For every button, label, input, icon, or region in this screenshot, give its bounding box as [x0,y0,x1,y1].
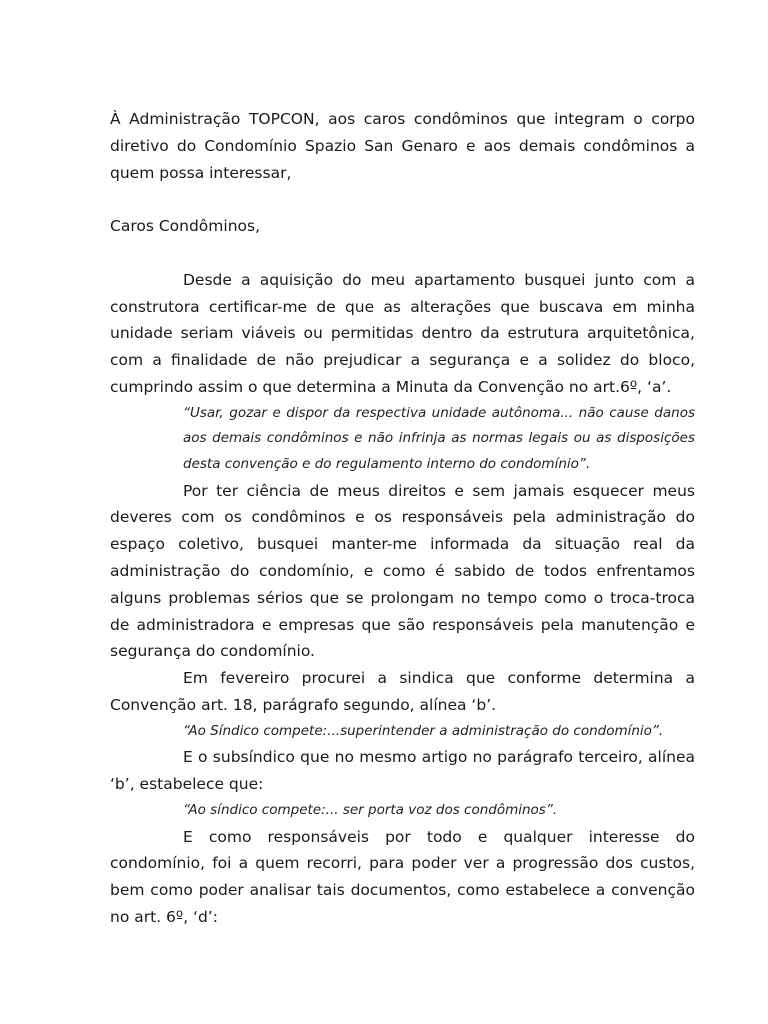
paragraph-5: E como responsáveis por todo e qualquer interesse do condomínio, foi a quem recorri, para poder ver a progressão dos custos, bem como poder analisar tais documentos, como estabelece a convenção no art. 6º, ‘d’: [110,827,695,926]
quote-2: “Ao Síndico compete:...superintender a administração do condomínio”. [183,722,664,739]
letter-body [110,106,695,931]
paragraph-2: Por ter ciência de meus direitos e sem jamais esquecer meus deveres com os condôminos e os responsáveis pela administração do espaço coletivo, busquei manter-me informada da situação real da administração do condomínio, e como é sabido de todos enfrentamos alguns problemas sérios que se prolongam no tempo como o troca-troca de administradora e empresas que são responsáveis pela manutenção e segurança do condomínio. [110,481,695,661]
paragraph-3: Em fevereiro procurei a sindica que conforme determina a Convenção art. 18, parágrafo segundo, alínea ‘b’. [110,669,695,714]
paragraph-1: Desde a aquisição do meu apartamento busquei junto com a construtora certificar-me de que as alterações que buscava em minha unidade seriam viáveis ou permitidas dentro da estrutura arquitetônica, com a finalidade de não prejudicar a segurança e a solidez do bloco, cumprindo assim o que determina a Minuta da Convenção no art.6º, ‘a’. [110,270,695,396]
salutation-block: À Administração TOPCON, aos caros condôminos que integram o corpo diretivo do Condomínio Spazio San Genaro e aos demais condôminos a quem possa interessar, [110,110,695,182]
paragraph-4: E o subsíndico que no mesmo artigo no parágrafo terceiro, alínea ‘b’, estabelece que: [110,748,695,794]
quote-1: “Usar, gozar e dispor da respectiva unidade autônoma... não cause danos aos demais condôminos e não infrinja as normas legais ou as disposições desta convenção e do regulamento interno do condomínio”. [183,404,695,472]
quote-3: “Ao síndico compete:... ser porta voz dos condôminos”. [183,801,558,818]
greeting: Caros Condôminos, [110,217,261,236]
